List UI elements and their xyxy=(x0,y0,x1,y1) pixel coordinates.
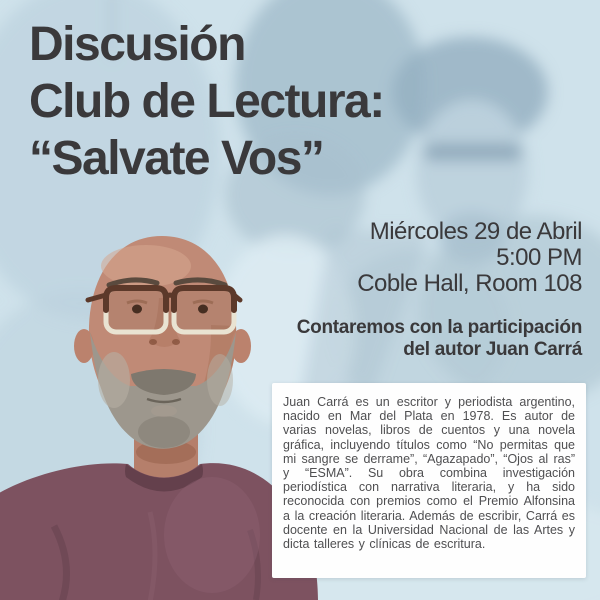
bio-text: Juan Carrá es un escritor y periodista argentino, nacido en Mar del Plata en 1978. Es autor de varias novelas, libros de cuentos y una novela gráfica, incluyendo títulos como “No permitas que mi sangre se derrame”, “Agazapado”, “Ojos al ras” y “ESMA”. Su obra combina investigación periodística con narrativa literaria, y ha sido reconocida con premios como el Premio Alfonsina a la creación literaria. Además de escribir, Carrá es docente en la Universidad Nacional de las Artes y dicta talleres y clínicas de escritura. xyxy=(283,395,575,552)
event-time: 5:00 PM xyxy=(496,244,582,271)
event-date: Miércoles 29 de Abril xyxy=(369,218,582,245)
event-location: Coble Hall, Room 108 xyxy=(357,270,582,297)
glasses xyxy=(88,288,240,332)
page-title xyxy=(29,16,384,187)
participation-line-2: del autor Juan Carrá xyxy=(403,338,582,360)
event-details xyxy=(357,219,582,297)
title-line-1: Discusión xyxy=(29,18,245,71)
title-line-3: “Salvate Vos” xyxy=(29,132,324,185)
author-sweater xyxy=(0,463,318,600)
bio-panel xyxy=(272,383,586,578)
participation-line-1: Contaremos con la participación xyxy=(296,317,582,338)
title-line-2: Club de Lectura: xyxy=(29,75,384,128)
participation-note xyxy=(297,317,582,360)
